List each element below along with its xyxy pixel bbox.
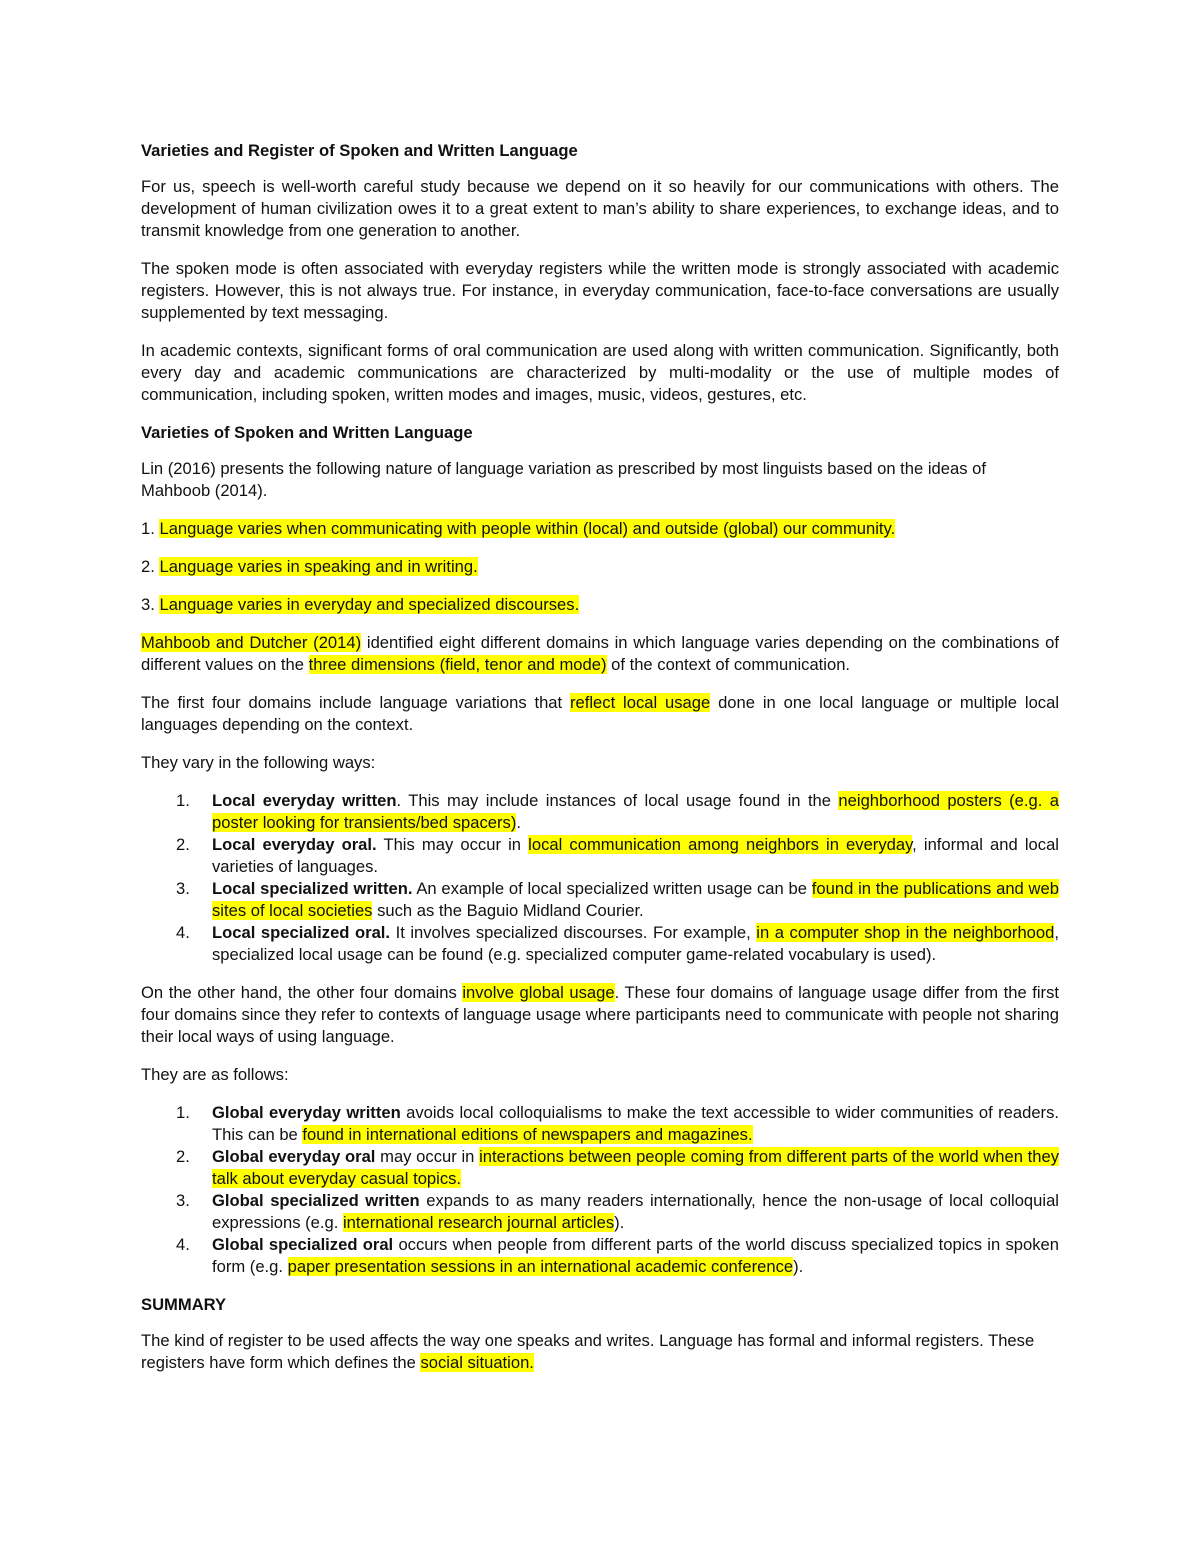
- highlighted-text: found in the publications and web sites of local societies: [212, 879, 1060, 920]
- highlighted-text: interactions between people coming from different parts of the world when they talk about everyday casual topics.: [212, 1147, 1059, 1188]
- vary-intro: They vary in the following ways:: [141, 753, 376, 772]
- variation-item-text: Language varies in everyday and specialized discourses.: [159, 595, 580, 614]
- highlighted-text: involve global usage: [462, 983, 615, 1002]
- list-item: 2. Global everyday oral may occur in interactions between people coming from different parts of the world when they talk about everyday casual topics.: [176, 1147, 1059, 1188]
- list-item-number: 2.: [176, 835, 190, 854]
- highlighted-text: social situation.: [420, 1353, 534, 1372]
- mahboob-paragraph: Mahboob and Dutcher (2014) identified eight different domains in which language varies depending on the combinations of different values on the three dimensions (field, tenor and mode) of the context of communication.: [141, 633, 1060, 674]
- variation-item-number: 1.: [141, 519, 155, 538]
- highlighted-text: found in international editions of newspapers and magazines.: [302, 1125, 753, 1144]
- list-item-number: 2.: [176, 1147, 190, 1166]
- variation-item-3: [141, 594, 1059, 616]
- intro-paragraph-3: In academic contexts, significant forms of oral communication are used along with written communication. Significantly, both every day and academic communications are characterized by multi-modality or the use of multiple modes of communication, including spoken, written modes and images, music, videos, gestures, etc.: [141, 341, 1059, 404]
- summary-paragraph: The kind of register to be used affects the way one speaks and writes. Language has formal and informal registers. These registers have form which defines the social situation.: [141, 1331, 1035, 1372]
- highlighted-text: local communication among neighbors in everyday: [528, 835, 913, 854]
- intro-paragraph-2: The spoken mode is often associated with everyday registers while the written mode is strongly associated with academic registers. However, this is not always true. For instance, in everyday communication, face-to-face conversations are usually supplemented by text messaging.: [141, 259, 1059, 322]
- variation-item-number: 3.: [141, 595, 155, 614]
- variation-item-2: [141, 556, 1059, 578]
- global-intro-paragraph: On the other hand, the other four domains involve global usage. These four domains of language usage differ from the first four domains since they refer to contexts of language usage where participants need to communicate with people not sharing their local ways of using language.: [141, 983, 1059, 1046]
- highlighted-text: neighborhood posters (e.g. a poster looking for transients/bed spacers): [212, 791, 1059, 832]
- list-item-number: 4.: [176, 1235, 190, 1254]
- first-four-paragraph: The first four domains include language variations that reflect local usage done in one local language or multiple local languages depending on the context.: [141, 693, 1060, 734]
- list-item: 1. Local everyday written. This may include instances of local usage found in the neighborhood posters (e.g. a poster looking for transients/bed spacers).: [176, 791, 1059, 832]
- variation-item-number: 2.: [141, 557, 155, 576]
- follows-intro: They are as follows:: [141, 1065, 289, 1084]
- highlighted-text: reflect local usage: [570, 693, 711, 712]
- highlighted-text: paper presentation sessions in an international academic conference: [287, 1257, 794, 1276]
- highlighted-text: Mahboob and Dutcher (2014): [141, 633, 362, 652]
- document-page: [141, 140, 1059, 1390]
- list-item-number: 1.: [176, 791, 190, 810]
- lin-paragraph: Lin (2016) presents the following nature of language variation as prescribed by most linguists based on the ideas of Mahboob (2014).: [141, 459, 986, 500]
- intro-paragraph-1: For us, speech is well-worth careful study because we depend on it so heavily for our communications with others. The development of human civilization owes it to a great extent to man’s ability to share experiences, to exchange ideas, and to transmit knowledge from one generation to another.: [141, 177, 1059, 240]
- variation-item-text: Language varies when communicating with people within (local) and outside (global) our community.: [159, 519, 896, 538]
- list-item-number: 3.: [176, 1191, 190, 1210]
- document-title: Varieties and Register of Spoken and Written Language: [141, 141, 578, 160]
- highlighted-text: international research journal articles: [342, 1213, 615, 1232]
- list-item: 3. Global specialized written expands to as many readers internationally, hence the non-usage of local colloquial expressions (e.g. international research journal articles).: [176, 1191, 1059, 1232]
- global-domains-list: [141, 1102, 1059, 1278]
- varieties-heading: Varieties of Spoken and Written Language: [141, 423, 473, 442]
- list-item: 1. Global everyday written avoids local colloquialisms to make the text accessible to wider communities of readers. This can be found in international editions of newspapers and magazines.: [176, 1103, 1059, 1144]
- list-item: 2. Local everyday oral. This may occur in local communication among neighbors in everyday, informal and local varieties of languages.: [176, 835, 1059, 876]
- local-domains-list: [141, 790, 1059, 966]
- variation-item-text: Language varies in speaking and in writing.: [159, 557, 478, 576]
- list-item-number: 1.: [176, 1103, 190, 1122]
- highlighted-text: in a computer shop in the neighborhood: [756, 923, 1055, 942]
- list-item: 4. Global specialized oral occurs when people from different parts of the world discuss specialized topics in spoken form (e.g. paper presentation sessions in an international academic conference).: [176, 1235, 1059, 1276]
- highlighted-text: three dimensions (field, tenor and mode): [308, 655, 607, 674]
- list-item: 3. Local specialized written. An example of local specialized written usage can be found in the publications and web sites of local societies such as the Baguio Midland Courier.: [176, 879, 1060, 920]
- list-item: 4. Local specialized oral. It involves specialized discourses. For example, in a computer shop in the neighborhood, specialized local usage can be found (e.g. specialized computer game-related vocabulary is used).: [176, 923, 1059, 964]
- variation-item-1: [141, 518, 1059, 540]
- list-item-number: 4.: [176, 923, 190, 942]
- summary-heading: SUMMARY: [141, 1295, 227, 1314]
- list-item-number: 3.: [176, 879, 190, 898]
